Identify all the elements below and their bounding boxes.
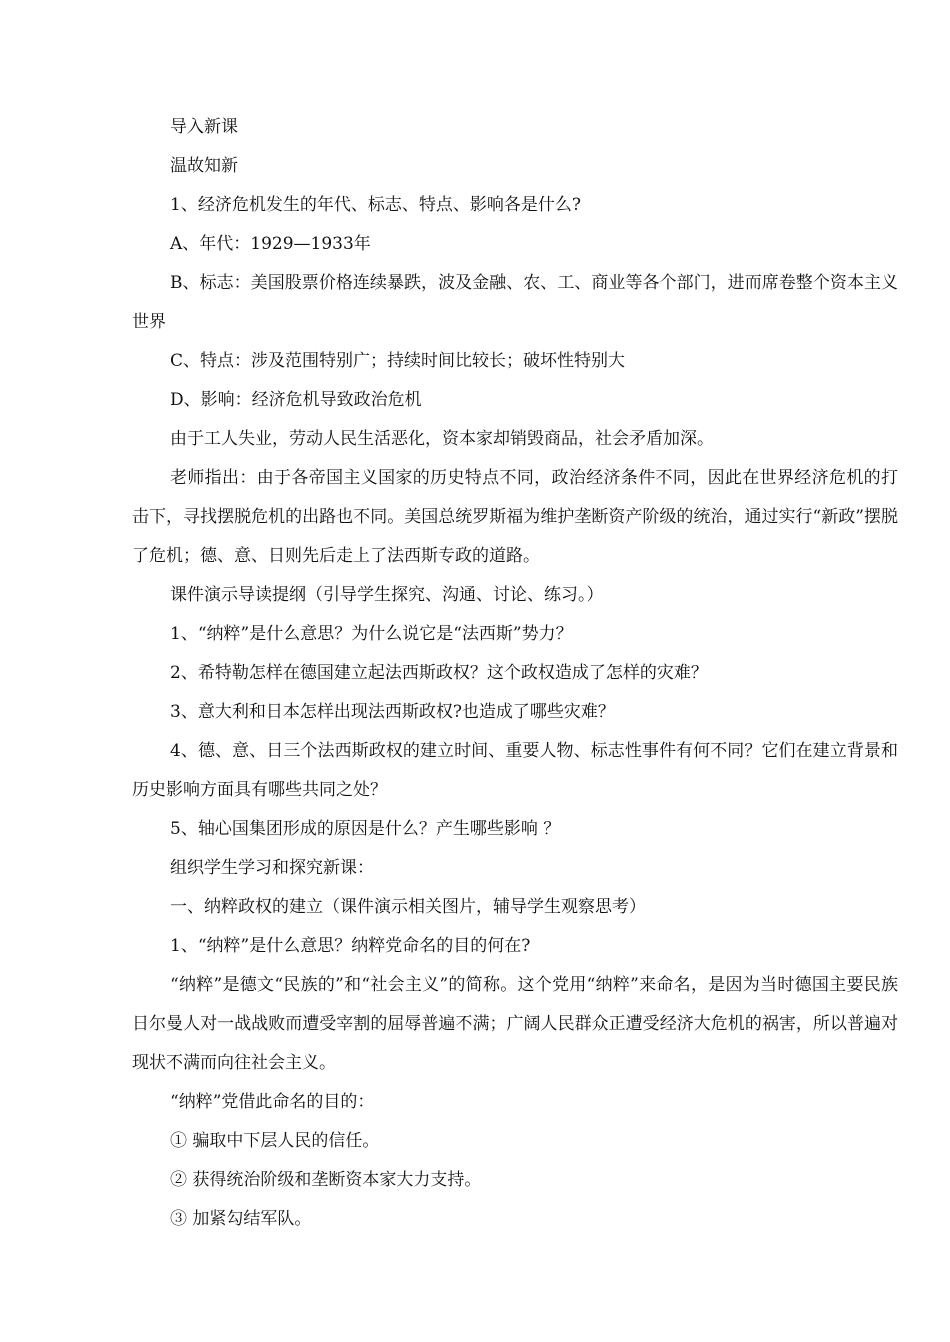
purpose-item-3: ③ 加紧勾结军队。 bbox=[170, 1209, 312, 1229]
section-1-heading: 一、纳粹政权的建立（课件演示相关图片，辅导学生观察思考） bbox=[170, 897, 646, 917]
answer-c: C、特点：涉及范围特别广；持续时间比较长；破坏性特别大 bbox=[170, 351, 626, 371]
purpose-item-2: ② 获得统治阶级和垄断资本家大力支持。 bbox=[170, 1170, 482, 1190]
document-body bbox=[132, 108, 898, 1239]
outline-item-4: 4、德、意、日三个法西斯政权的建立时间、重要人物、标志性事件有何不同？它们在建立背景和历史影响方面具有哪些共同之处？ bbox=[132, 741, 898, 800]
outline-heading: 课件演示导读提纲（引导学生探究、沟通、讨论、练习。） bbox=[170, 585, 604, 605]
new-lesson-heading: 组织学生学习和探究新课： bbox=[170, 858, 374, 878]
answer-a: A、年代：1929—1933年 bbox=[170, 234, 371, 254]
outline-item-1: 1、“纳粹”是什么意思？为什么说它是“法西斯”势力？ bbox=[170, 624, 573, 644]
outline-item-2: 2、希特勒怎样在德国建立起法西斯政权？这个政权造成了怎样的灾难？ bbox=[170, 663, 708, 683]
purpose-item-1: ① 骗取中下层人民的信任。 bbox=[170, 1131, 380, 1151]
answer-b: B、标志：美国股票价格连续暴跌，波及金融、农、工、商业等各个部门，进而席卷整个资本主义世界 bbox=[132, 273, 898, 332]
section-1-answer: “纳粹”是德文“民族的”和“社会主义”的简称。这个党用“纳粹”来命名，是因为当时德国主要民族日尔曼人对一战战败而遭受宰割的屈辱普遍不满；广阔人民群众正遭受经济大危机的祸害，所以普遍对现状不满而向往社会主义。 bbox=[132, 975, 898, 1073]
section-1-question: 1、“纳粹”是什么意思？纳粹党命名的目的何在? bbox=[170, 936, 531, 956]
paragraph-teacher-note: 老师指出：由于各帝国主义国家的历史特点不同，政治经济条件不同，因此在世界经济危机的打击下，寻找摆脱危机的出路也不同。美国总统罗斯福为维护垄断资产阶级的统治，通过实行“新政”摆脱了危机；德、意、日则先后走上了法西斯专政的道路。 bbox=[132, 468, 898, 566]
question-1: 1、经济危机发生的年代、标志、特点、影响各是什么? bbox=[170, 195, 581, 215]
heading-intro: 导入新课 bbox=[170, 117, 238, 137]
paragraph-social-conflict: 由于工人失业，劳动人民生活恶化，资本家却销毁商品，社会矛盾加深。 bbox=[170, 429, 714, 449]
heading-review: 温故知新 bbox=[170, 156, 238, 176]
naming-purpose-heading: “纳粹”党借此命名的目的： bbox=[170, 1092, 375, 1112]
outline-item-5: 5、轴心国集团形成的原因是什么？产生哪些影响 ？ bbox=[170, 819, 561, 839]
answer-d: D、影响：经济危机导致政治危机 bbox=[170, 390, 422, 410]
outline-item-3: 3、意大利和日本怎样出现法西斯政权?也造成了哪些灾难？ bbox=[170, 702, 615, 722]
